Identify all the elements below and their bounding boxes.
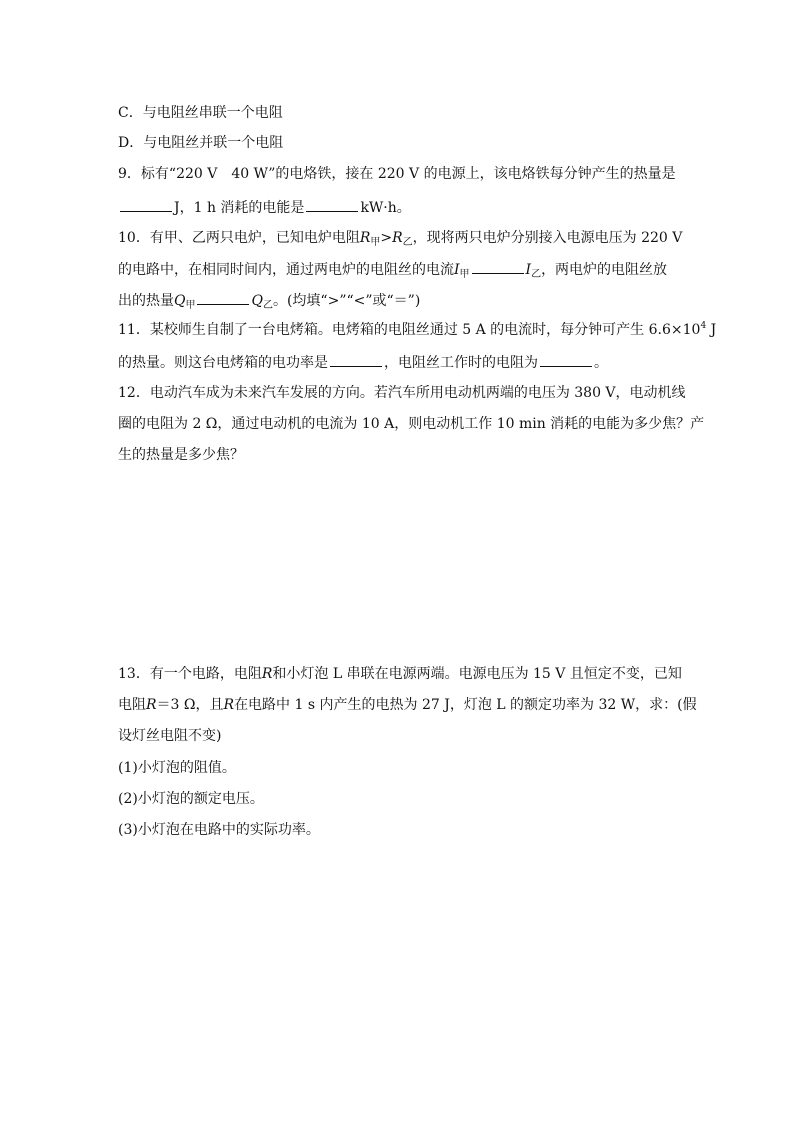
answer-blank[interactable] [197, 290, 249, 305]
q13-sub-1: (1)小灯泡的阻值。 [118, 760, 236, 776]
answer-blank[interactable] [330, 352, 382, 367]
option-d: D．与电阻丝并联一个电阻 [118, 135, 284, 151]
q9-line-2: J，1 h 消耗的电能是 kW·h。 [118, 197, 411, 217]
answer-blank[interactable] [472, 259, 524, 274]
q13-sub-2: (2)小灯泡的额定电压。 [118, 791, 264, 807]
q13-line-1: 13．有一个电路，电阻R和小灯泡 L 串联在电源两端。电源电压为 15 V 且恒定不变，已知 [118, 666, 682, 682]
q11-line-1: 11．某校师生自制了一台电烤箱。电烤箱的电阻丝通过 5 A 的电流时，每分钟可产生 $6.6\times 10^4$ J [118, 321, 717, 338]
answer-blank[interactable] [306, 197, 358, 212]
q13-line-3: 设灯丝电阻不变) [118, 728, 222, 744]
q12-line-1: 12．电动汽车成为未来汽车发展的方向。若汽车所用电动机两端的电压为 380 V，电动机线 [118, 385, 686, 401]
q13-sub-3: (3)小灯泡在电路中的实际功率。 [118, 822, 320, 838]
q10-line-2: 的电路中，在相同时间内，通过两电炉的电阻丝的电流$I_甲$ $I_乙$，两电炉的电阻丝放 [118, 259, 667, 279]
q9-line-1: 9．标有“220 V 40 W”的电烙铁，接在 220 V 的电源上，该电烙铁每分钟产生的热量是 [118, 166, 676, 182]
q11-line-2: 的热量。则这台电烤箱的电功率是 ，电阻丝工作时的电阻为 。 [118, 352, 608, 372]
q13-line-2: 电阻R＝3 Ω，且R在电路中 1 s 内产生的电热为 27 J，灯泡 L 的额定功率为 32 W，求：(假 [118, 697, 697, 713]
q10-line-3: 出的热量$Q_甲$ $Q_乙$。(均填“>”“<”或“＝”) [118, 290, 420, 310]
answer-blank[interactable] [540, 352, 592, 367]
q12-line-2: 圈的电阻为 2 Ω，通过电动机的电流为 10 A，则电动机工作 10 min 消耗的电能为多少焦？产 [118, 416, 705, 432]
option-c: C．与电阻丝串联一个电阻 [118, 105, 283, 121]
q10-line-1: 10．有甲、乙两只电炉，已知电炉电阻$R_甲>R_乙$，现将两只电炉分别接入电源电压为 220 V [118, 230, 683, 248]
answer-blank[interactable] [120, 197, 172, 212]
q12-line-3: 生的热量是多少焦？ [118, 447, 244, 463]
